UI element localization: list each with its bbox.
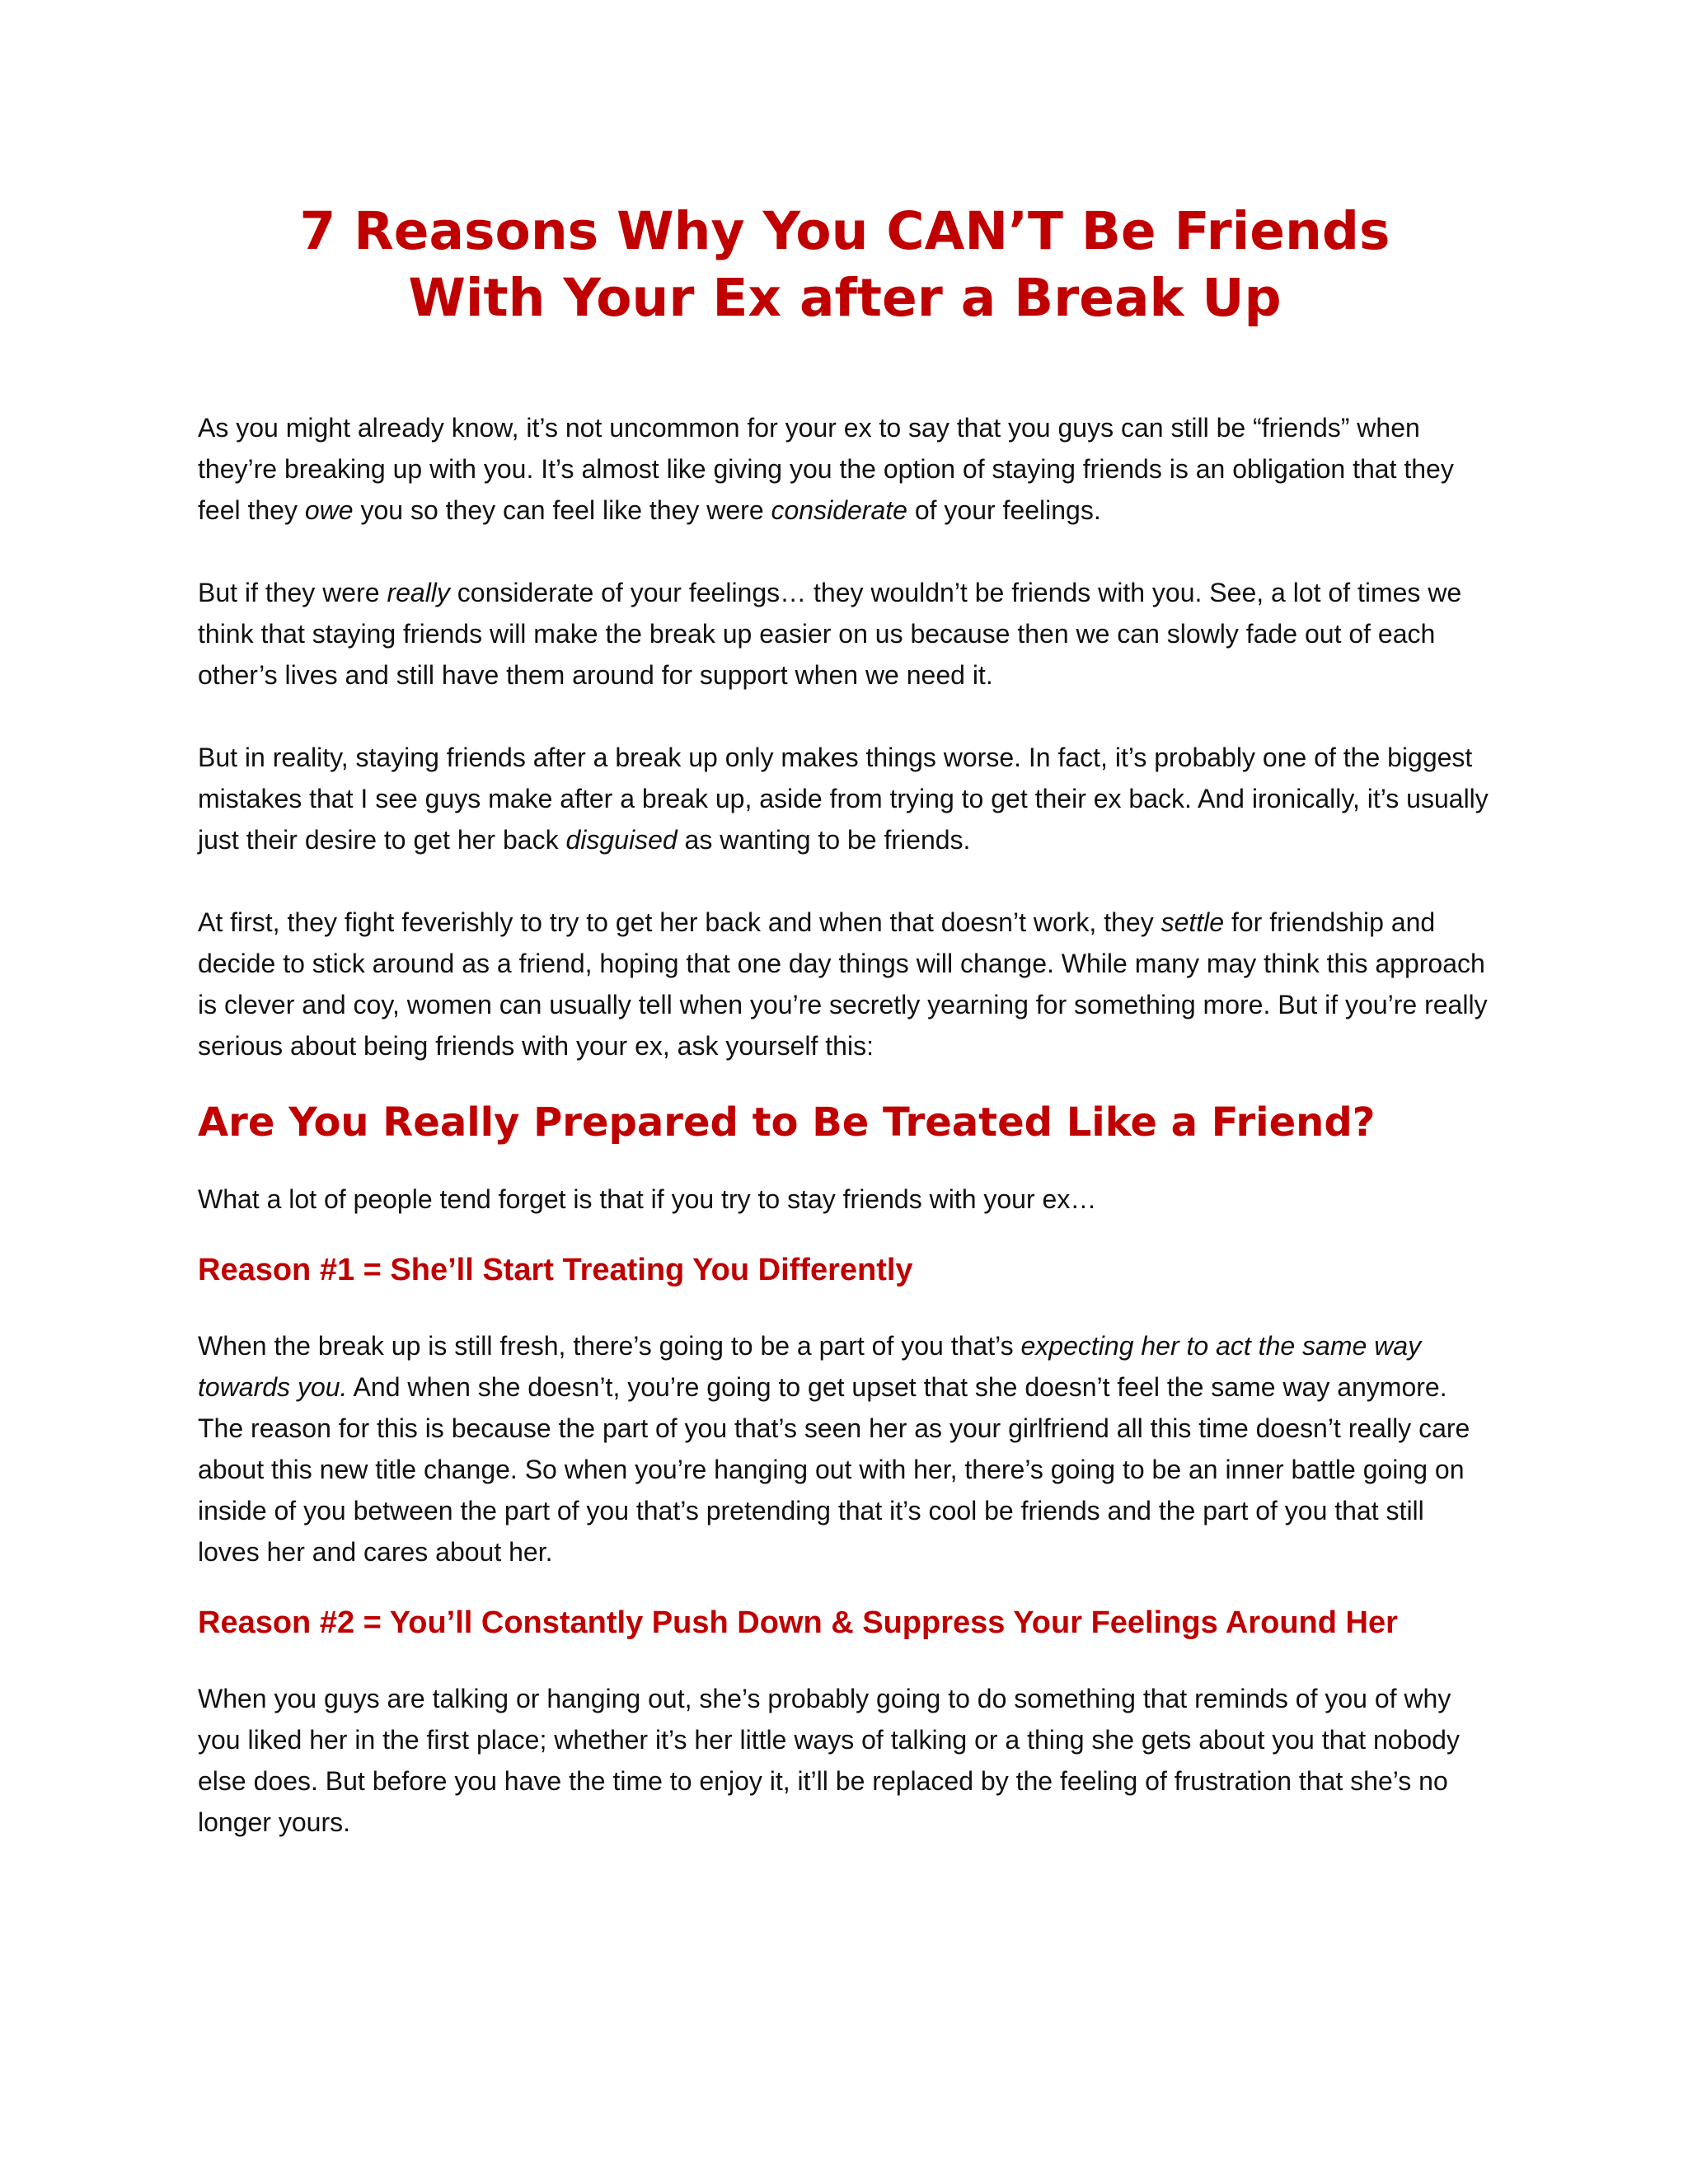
page-title — [198, 198, 1492, 331]
reason-1-heading: Reason #1 = She’ll Start Treating You Differently — [198, 1253, 913, 1287]
document-content — [198, 198, 1492, 1843]
text-run: But in reality, staying friends after a break up only makes things worse. In fact, it’s probably one of the biggest mistakes that I see guys make after a break up, aside from trying to get their ex back. And ironically, it’s usually just their desire to get her back — [198, 743, 1489, 855]
reason-2-heading: Reason #2 = You’ll Constantly Push Down & Suppress Your Feelings Around Her — [198, 1605, 1398, 1640]
title-line-2: With Your Ex after a Break Up — [408, 268, 1282, 328]
emphasis-disguised: disguised — [565, 825, 678, 855]
emphasis-considerate: considerate — [771, 495, 907, 525]
text-run: At first, they fight feverishly to try to get her back and when that doesn’t work, they — [198, 907, 1161, 937]
section-heading: Are You Really Prepared to Be Treated Like a Friend? — [198, 1099, 1376, 1146]
reason-1-paragraph — [198, 1325, 1492, 1572]
intro-paragraph-1 — [198, 407, 1492, 531]
emphasis-owe: owe — [304, 495, 354, 525]
text-run: When the break up is still fresh, there’s going to be a part of you that’s — [198, 1331, 1021, 1361]
intro-paragraph-3 — [198, 737, 1492, 860]
text-run: you so they can feel like they were — [353, 495, 771, 525]
section-lead-paragraph: What a lot of people tend forget is that if you try to stay friends with your ex… — [198, 1184, 1097, 1214]
emphasis-really: really — [387, 578, 450, 607]
text-run: But if they were — [198, 578, 387, 607]
emphasis-expecting: expecting her to act the same way towards you. — [198, 1331, 1422, 1402]
intro-paragraph-2 — [198, 572, 1492, 696]
title-line-1: 7 Reasons Why You CAN’T Be Friends — [299, 201, 1390, 261]
reason-2-paragraph: When you guys are talking or hanging out, she’s probably going to do something that reminds of you of why you liked her in the first place; whether it’s her little ways of talking or a thing she gets about you that nobody else does. But before you have the time to enjoy it, it’ll be replaced by the feeling of frustration that she’s no longer yours. — [198, 1684, 1460, 1837]
text-run: for friendship and decide to stick around as a friend, hoping that one day things will change. While many may think this approach is clever and coy, women can usually tell when you’re secretly yearning for something more. But if you’re really serious about being friends with your ex, ask yourself this: — [198, 907, 1488, 1061]
text-run: As you might already know, it’s not uncommon for your ex to say that you guys can still be “friends” when they’re breaking up with you. It’s almost like giving you the option of staying friends is an obligation that they feel they — [198, 413, 1454, 525]
text-run: considerate of your feelings… they wouldn’t be friends with you. See, a lot of times we think that staying friends will make the break up easier on us because then we can slowly fade out of each other’s lives and still have them around for support when we need it. — [198, 578, 1462, 690]
text-run: of your feelings. — [907, 495, 1101, 525]
intro-paragraph-4 — [198, 902, 1492, 1066]
text-run: And when she doesn’t, you’re going to get upset that she doesn’t feel the same way anymore. The reason for this is because the part of you that’s seen her as your girlfriend all this time doesn’t really care about this new title change. So when you’re hanging out with her, there’s going to be an inner battle going on inside of you between the part of you that’s pretending that it’s cool be friends and the part of you that still loves her and cares about her. — [198, 1372, 1470, 1567]
text-run: as wanting to be friends. — [677, 825, 971, 855]
emphasis-settle: settle — [1160, 907, 1225, 937]
